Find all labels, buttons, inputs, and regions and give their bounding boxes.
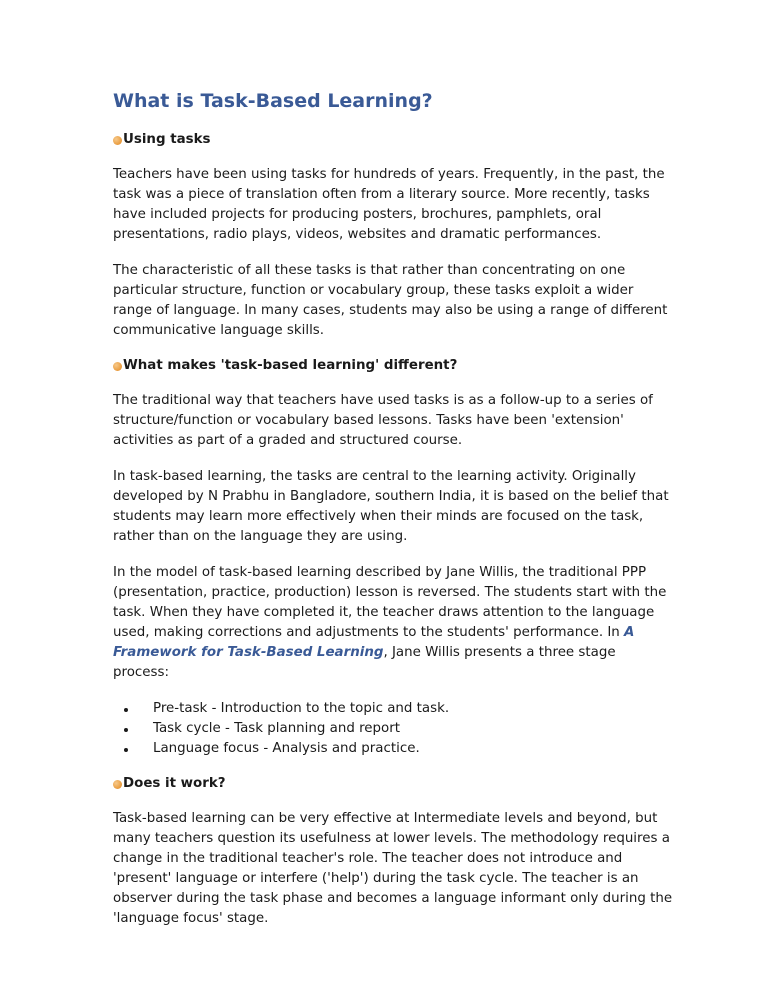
paragraph: Teachers have been using tasks for hundreds of years. Frequently, in the past, the task was a piece of translation often from a literary source. More recently, tasks have included projects for producing posters, brochures, pamphlets, oral presentations, radio plays, videos, websites and dramatic performances.: [113, 167, 665, 242]
willis-text-after: , Jane Willis presents a three stage process:: [113, 645, 616, 680]
section-heading-using-tasks: [113, 131, 673, 149]
list-item: Task cycle - Task planning and report: [153, 719, 673, 739]
orange-ball-icon: [113, 136, 122, 145]
paragraph: The characteristic of all these tasks is that rather than concentrating on one particular structure, function or vocabulary group, these tasks exploit a wider range of language. In many cases, students may also be using a range of different communicative language skills.: [113, 263, 668, 338]
section-heading-label: Using tasks: [123, 132, 211, 147]
book-title: A Framework for Task-Based Learning: [113, 625, 635, 660]
paragraph: Task-based learning can be very effective at Intermediate levels and beyond, but many teachers question its usefulness at lower levels. The methodology requires a change in the traditional teacher's role. The teacher does not introduce and 'present' language or interfere ('help') during the task cycle. The teacher is an observer during the task phase and becomes a language informant only during the 'language focus' stage.: [113, 811, 673, 926]
section-heading-label: What makes 'task-based learning' different?: [123, 358, 458, 373]
section-heading-label: Does it work?: [123, 776, 226, 791]
willis-text-before: In the model of task-based learning described by Jane Willis, the traditional PPP (presentation, practice, production) lesson is reversed. The students start with the task. When they have completed it, the teacher draws attention to the language used, making corrections and adjustments to the students' performance. In: [113, 565, 667, 640]
paragraph: The traditional way that teachers have used tasks is as a follow-up to a series of structure/function or vocabulary based lessons. Tasks have been 'extension' activities as part of a graded and structured course.: [113, 393, 653, 448]
section-heading-does-it-work: [113, 775, 673, 793]
list-item: Pre-task - Introduction to the topic and task.: [153, 699, 673, 719]
article: [113, 88, 673, 945]
section-heading-what-makes-different: [113, 357, 673, 375]
orange-ball-icon: [113, 362, 122, 371]
paragraph: In task-based learning, the tasks are central to the learning activity. Originally developed by N Prabhu in Bangladore, southern India, it is based on the belief that students may learn more effectively when their minds are focused on the task, rather than on the language they are using.: [113, 469, 669, 544]
willis-paragraph: [113, 563, 673, 683]
list-item: Language focus - Analysis and practice.: [153, 739, 673, 759]
stage-list: [113, 699, 673, 759]
orange-ball-icon: [113, 780, 122, 789]
page-title: What is Task-Based Learning?: [113, 90, 433, 112]
